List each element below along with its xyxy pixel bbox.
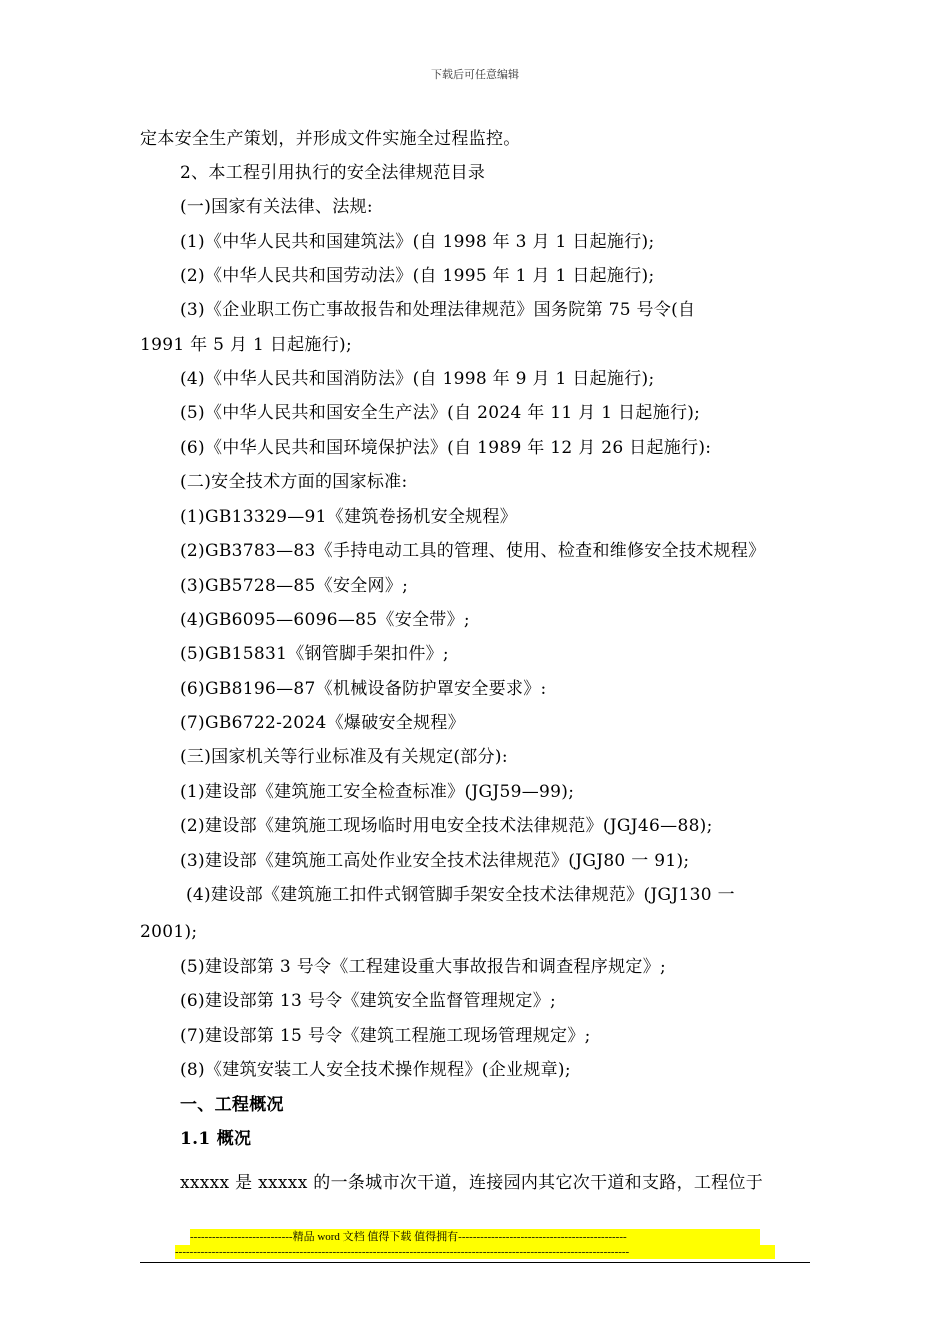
list-item: (2)GB3783—83《手持电动工具的管理、使用、检查和维修安全技术规程》	[180, 541, 766, 561]
page-header: 下载后可任意编辑	[431, 68, 519, 81]
list-item: (1)GB13329—91《建筑卷扬机安全规程》	[180, 507, 518, 527]
list-item: (6)建设部第 13 号令《建筑安全监督管理规定》;	[180, 991, 557, 1011]
subsection-heading: (二)安全技术方面的国家标准:	[180, 472, 408, 492]
list-item: (7)GB6722-2024《爆破安全规程》	[180, 713, 466, 733]
list-item: (4)《中华人民共和国消防法》(自 1998 年 9 月 1 日起施行);	[180, 369, 655, 389]
list-item: (3)《企业职工伤亡事故报告和处理法律规范》国务院第 75 号令(自	[180, 300, 696, 320]
list-item: (6)GB8196—87《机械设备防护罩安全要求》:	[180, 679, 547, 699]
subsection-heading: (一)国家有关法律、法规:	[180, 197, 373, 217]
list-item: (1)《中华人民共和国建筑法》(自 1998 年 3 月 1 日起施行);	[180, 232, 655, 252]
list-item-continuation: 1991 年 5 月 1 日起施行);	[140, 335, 352, 355]
list-item: (3)GB5728—85《安全网》;	[180, 576, 409, 596]
section-heading: 2、本工程引用执行的安全法律规范目录	[180, 163, 486, 183]
list-item: (2)《中华人民共和国劳动法》(自 1995 年 1 月 1 日起施行);	[180, 266, 655, 286]
footer-banner: ----------------------------精品 word 文档 值得下载 值得拥有----------------------------------------------	[190, 1229, 760, 1245]
list-item: (2)建设部《建筑施工现场临时用电安全技术法律规范》(JGJ46—88);	[180, 816, 713, 836]
list-item-continuation: 2001);	[140, 922, 198, 942]
list-item: (7)建设部第 15 号令《建筑工程施工现场管理规定》;	[180, 1026, 591, 1046]
list-item: (3)建设部《建筑施工高处作业安全技术法律规范》(JGJ80 一 91);	[180, 851, 690, 871]
chapter-heading: 一、工程概况	[180, 1095, 284, 1115]
section-title: 1.1 概况	[180, 1129, 252, 1149]
list-item: (8)《建筑安装工人安全技术操作规程》(企业规章);	[180, 1060, 571, 1080]
footer-rule	[140, 1262, 810, 1263]
list-item: (6)《中华人民共和国环境保护法》(自 1989 年 12 月 26 日起施行):	[180, 438, 712, 458]
footer-dashes: ----------------------------------------------------------------------------------------------------------------------------	[175, 1245, 775, 1259]
body-line: xxxxx 是 xxxxx 的一条城市次干道，连接园内其它次干道和支路，工程位于	[180, 1173, 764, 1193]
list-item: (5)建设部第 3 号令《工程建设重大事故报告和调查程序规定》;	[180, 957, 667, 977]
list-item: (5)GB15831《钢管脚手架扣件》;	[180, 644, 449, 664]
list-item: (1)建设部《建筑施工安全检查标准》(JGJ59—99);	[180, 782, 575, 802]
list-item: (4)建设部《建筑施工扣件式钢管脚手架安全技术法律规范》(JGJ130 一	[186, 885, 735, 905]
list-item: (5)《中华人民共和国安全生产法》(自 2024 年 11 月 1 日起施行);	[180, 403, 701, 423]
body-line: 定本安全生产策划，并形成文件实施全过程监控。	[140, 129, 521, 149]
subsection-heading: (三)国家机关等行业标准及有关规定(部分):	[180, 747, 508, 767]
list-item: (4)GB6095—6096—85《安全带》;	[180, 610, 470, 630]
